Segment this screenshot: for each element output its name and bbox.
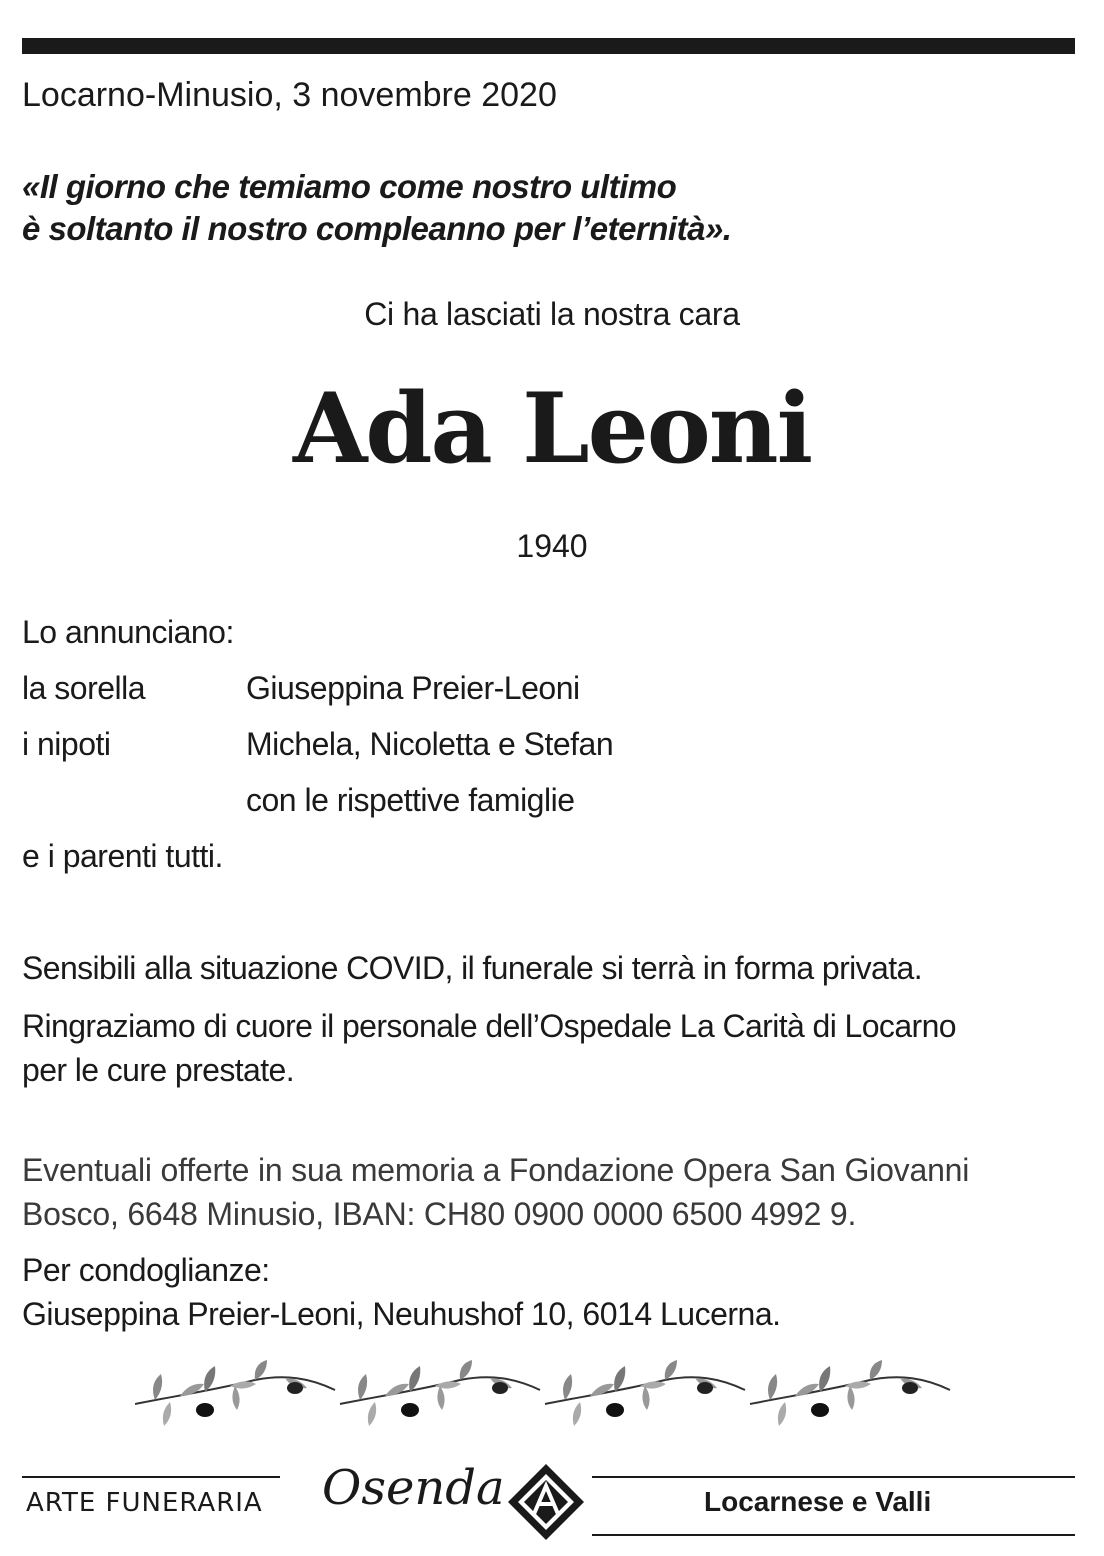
osenda-logo-icon [506, 1462, 586, 1542]
region-label: Locarnese e Valli [704, 1486, 932, 1517]
covid-text: Sensibili alla situazione COVID, il funerale si terrà in forma privata. [22, 950, 923, 986]
offer-line-1: Eventuali offerte in sua memoria a Fondazione Opera San Giovanni [22, 1152, 970, 1188]
condolences-label: Per condoglianze: [22, 1252, 270, 1288]
donation-text [22, 1148, 969, 1236]
brand-script: Osenda [322, 1460, 505, 1516]
condolences-block [22, 1248, 781, 1336]
others-line: e i parenti tutti. [22, 838, 223, 874]
quote-line-1: «Il giorno che temiamo come nostro ultimo [22, 168, 677, 205]
footer-divider-right-top [592, 1476, 1075, 1478]
birth-year: 1940 [516, 528, 588, 564]
top-rule [22, 38, 1075, 54]
relative-names: Michela, Nicoletta e Stefan [246, 726, 614, 762]
date-line: Locarno-Minusio, 3 novembre 2020 [22, 76, 557, 114]
thanks-line-2: per le cure prestate. [22, 1052, 294, 1088]
offer-line-2: Bosco, 6648 Minusio, IBAN: CH80 0900 0000 6500 4992 9. [22, 1196, 857, 1232]
quote-line-2: è soltanto il nostro compleanno per l’eternità». [22, 210, 732, 247]
relative-relation: la sorella [22, 670, 146, 706]
footer-divider-left [22, 1476, 280, 1478]
relative-names: con le rispettive famiglie [246, 782, 575, 818]
announcers-label: Lo annunciano: [22, 614, 234, 650]
thanks-line-1: Ringraziamo di cuore il personale dell’Ospedale La Carità di Locarno [22, 1008, 956, 1044]
relative-names: Giuseppina Preier-Leoni [246, 670, 580, 706]
epigraph-quote [22, 166, 731, 250]
footer-divider-right-bottom [592, 1534, 1075, 1536]
brand-text: ARTE FUNERARIA [26, 1488, 263, 1518]
olive-branch-icon [135, 1360, 955, 1440]
relative-relation: i nipoti [22, 726, 111, 762]
condolences-address: Giuseppina Preier-Leoni, Neuhushof 10, 6014 Lucerna. [22, 1296, 781, 1332]
deceased-name: Ada Leoni [292, 372, 812, 485]
intro-text: Ci ha lasciati la nostra cara [364, 296, 740, 332]
thanks-text [22, 1004, 956, 1092]
